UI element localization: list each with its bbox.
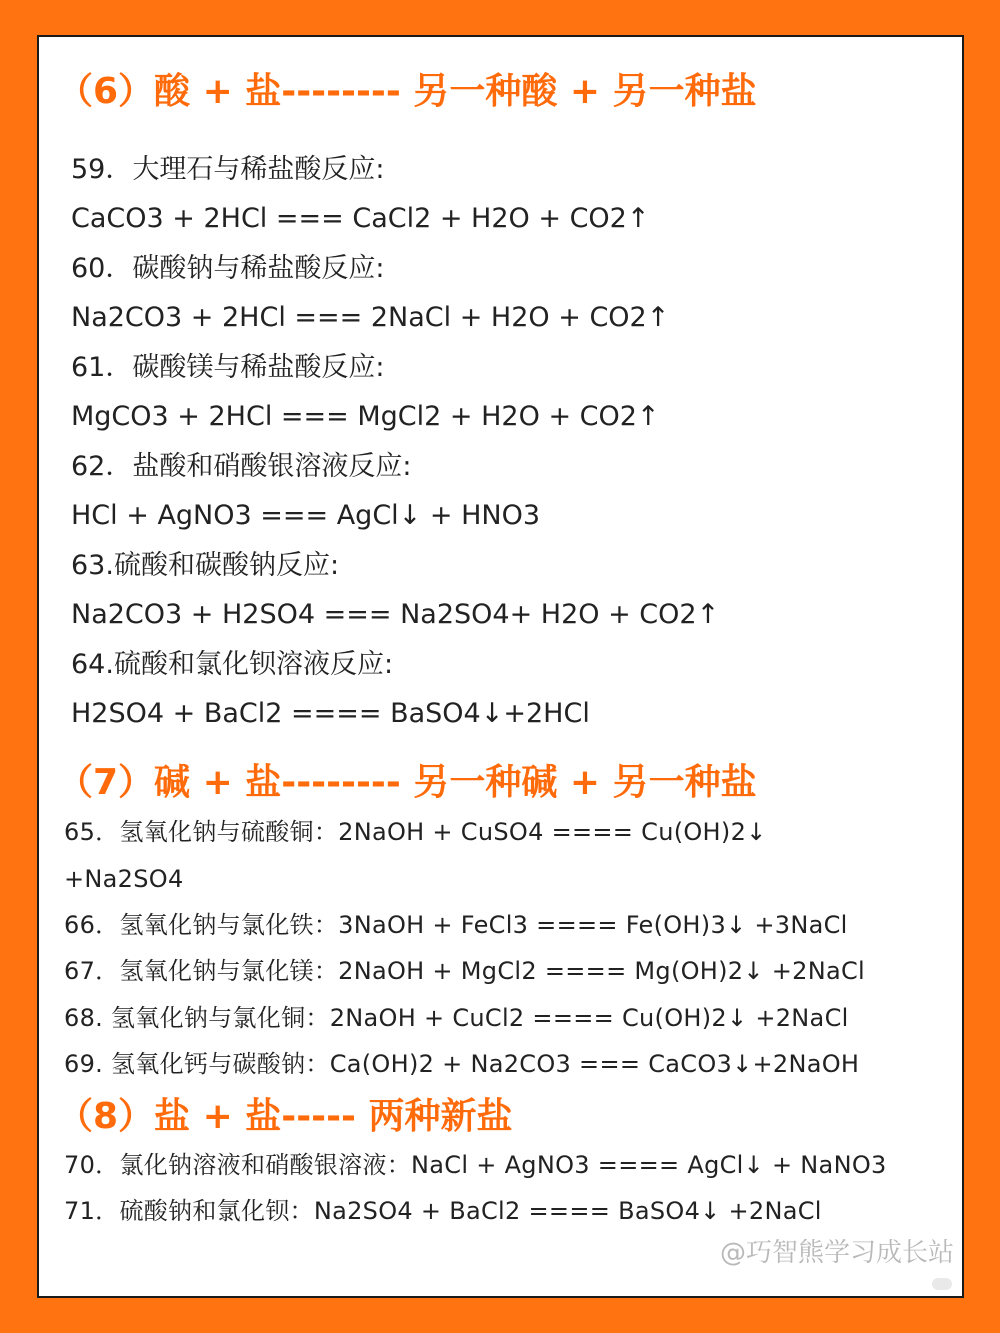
section-heading-8: （8）盐 + 盐----- 两种新盐 — [57, 1096, 513, 1137]
content-card — [37, 35, 964, 1298]
reaction-title-60: 60．碳酸钠与稀盐酸反应: — [71, 253, 385, 284]
section-heading-6: （6）酸 + 盐-------- 另一种酸 + 另一种盐 — [57, 71, 757, 112]
equation-62: HCl + AgNO3 === AgCl↓ + HNO3 — [71, 500, 541, 531]
reaction-title-62: 62．盐酸和硝酸银溶液反应: — [71, 451, 412, 482]
reaction-title-59: 59．大理石与稀盐酸反应: — [71, 154, 385, 185]
equation-64: H2SO4 + BaCl2 ==== BaSO4↓+2HCl — [71, 698, 590, 729]
reaction-title-64: 64.硫酸和氯化钡溶液反应: — [71, 649, 394, 680]
reaction-67: 67．氢氧化钠与氯化镁：2NaOH + MgCl2 ==== Mg(OH)2↓ +2NaCl — [64, 957, 865, 985]
reaction-65-continued: +Na2SO4 — [64, 865, 184, 893]
reaction-title-63: 63.硫酸和碳酸钠反应: — [71, 550, 340, 581]
reaction-66: 66．氢氧化钠与氯化铁：3NaOH + FeCl3 ==== Fe(OH)3↓ +3NaCl — [64, 911, 848, 939]
equation-61: MgCO3 + 2HCl === MgCl2 + H2O + CO2↑ — [71, 401, 660, 432]
section-heading-7: （7）碱 + 盐-------- 另一种碱 + 另一种盐 — [57, 762, 757, 803]
reaction-title-61: 61．碳酸镁与稀盐酸反应: — [71, 352, 385, 383]
reaction-69: 69. 氢氧化钙与碳酸钠：Ca(OH)2 + Na2CO3 === CaCO3↓+2NaOH — [64, 1050, 860, 1078]
reaction-71: 71．硫酸钠和氯化钡：Na2SO4 + BaCl2 ==== BaSO4↓ +2NaCl — [64, 1197, 822, 1225]
reaction-65: 65．氢氧化钠与硫酸铜：2NaOH + CuSO4 ==== Cu(OH)2↓ — [64, 818, 767, 846]
equation-63: Na2CO3 + H2SO4 === Na2SO4+ H2O + CO2↑ — [71, 599, 720, 630]
corner-badge-icon — [932, 1278, 952, 1290]
equation-59: CaCO3 + 2HCl === CaCl2 + H2O + CO2↑ — [71, 203, 650, 234]
reaction-68: 68. 氢氧化钠与氯化铜：2NaOH + CuCl2 ==== Cu(OH)2↓ +2NaCl — [64, 1004, 849, 1032]
watermark: @巧智熊学习成长站 — [719, 1238, 954, 1268]
equation-60: Na2CO3 + 2HCl === 2NaCl + H2O + CO2↑ — [71, 302, 670, 333]
reaction-70: 70．氯化钠溶液和硝酸银溶液：NaCl + AgNO3 ==== AgCl↓ + NaNO3 — [64, 1151, 887, 1179]
